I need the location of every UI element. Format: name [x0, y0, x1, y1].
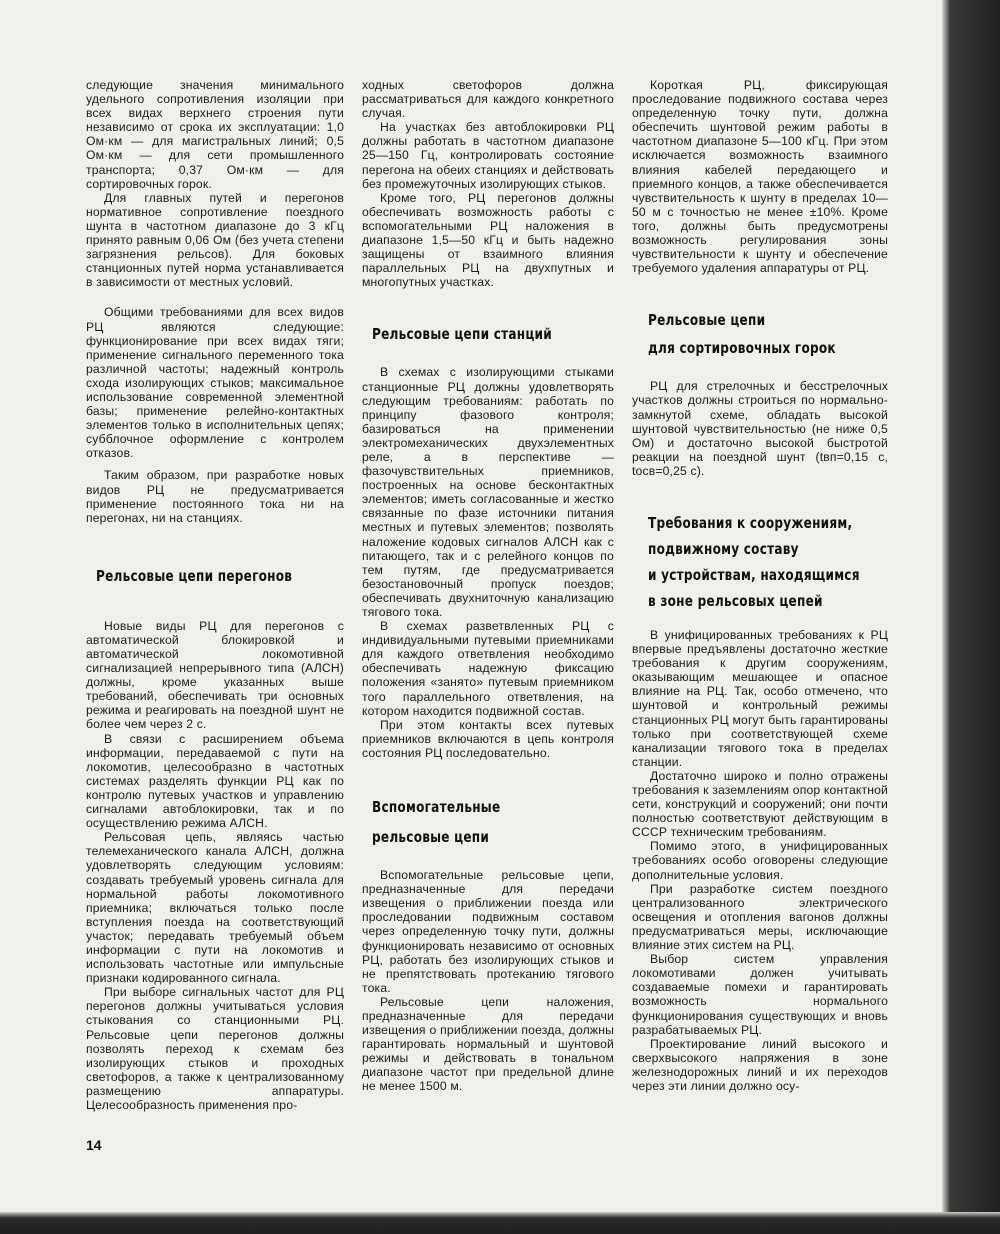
section-heading: для сортировочных горок	[648, 339, 836, 358]
paragraph: При разработке систем поездного централизованного электрического освещения и отопления вагонов должны предусматриваться меры, исключающие влияние этих систем на РЦ.	[632, 881, 888, 953]
paragraph: Рельсовая цепь, являясь частью телемеханического канала АЛСН, должна удовлетворять следующим условиям: создавать требуемый уровень сигнала для нормальной работы локомотивного приемника; включаться только после вступления поезда на соответствующий участок; передавать требуемый объем информации с пути на локомотив и использовать частотные или импульсные признаки кодированного сигнала.	[86, 830, 344, 986]
section-heading: Требования к сооружениям,	[648, 513, 853, 532]
section-heading: в зоне рельсовых цепей	[648, 591, 823, 610]
paragraph: Новые виды РЦ для перегонов с автоматической блокировкой и автоматической локомотивной сигнализацией непрерывного типа (АЛСН) должны, кроме указанных выше требований, обеспечивать три основных режима и реагировать на поездной шунт не более чем через 2 с.	[86, 618, 344, 732]
paragraph: Кроме того, РЦ перегонов должны обеспечивать возможность работы с вспомогательными РЦ наложения в диапазоне 1,5—50 кГц и быть надежно защищены от взаимного влияния параллельных РЦ на двухпутных и многопутных участках.	[362, 190, 614, 290]
paragraph: следующие значения минимального удельного сопротивления изоляции при всех видах верхнего строения пути независимо от срока их эксплуатации: 1,0 Ом·км — для магистральных линий; 0,5 Ом·км — для сети промышленного транспорта; 0,37 Ом·км — для сортировочных горок.	[86, 78, 344, 191]
paragraph: РЦ для стрелочных и бесстрелочных участков должны строиться по нормально-замкнутой схеме, обладать высокой шунтовой чувствительностью (не ниже 0,5 Ом) и достаточно высокой быстротой реакции на поездной шунт (tвп=0,15 с, tосв=0,25 с).	[632, 379, 888, 478]
paragraph: В связи с расширением объема информации, передаваемой с пути на локомотив, целесообразно в частотных системах разделять функции РЦ как по контролю путевых участков и управлению сигналами автоблокировки, так и по осуществлению режима АЛСН.	[86, 731, 344, 831]
page-number: 14	[86, 1137, 102, 1153]
paragraph: Для главных путей и перегонов нормативное сопротивление поездного шунта в частотном диапазоне до 3 кГц принято равным 0,06 Ом (без учета степени загрязнения рельсов). Для боковых станционных путей норма устанавливается в зависимости от местных условий.	[86, 190, 344, 290]
paragraph: Таким образом, при разработке новых видов РЦ не предусматривается применение постоянного тока ни на перегонах, ни на станциях.	[86, 468, 344, 525]
paragraph: Проектирование линий высокого и сверхвысокого напряжения в зоне железнодорожных линий и их переходов через эти линии должно осу-	[632, 1036, 888, 1093]
section-heading: подвижному составу	[648, 539, 799, 558]
paragraph: Рельсовые цепи наложения, предназначенные для передачи извещения о приближении поезда, должны гарантировать нормальный и шунтовой режимы и действовать в тональном диапазоне частот при предельной длине не менее 1500 м.	[362, 994, 614, 1094]
section-heading: и устройствам, находящимся	[648, 565, 860, 584]
paragraph: На участках без автоблокировки РЦ должны работать в частотном диапазоне 25—150 Гц, контролировать состояние перегона на обеих станциях и действовать без промежуточных изолирующих стыков.	[362, 120, 614, 191]
paragraph: При выборе сигнальных частот для РЦ перегонов должны учитываться условия стыкования со станционными РЦ. Рельсовые цепи перегонов должны позволять переход к схемам без изолирующих стыков и проходных светофоров, а также к централизованному размещению аппаратуры. Целесообразность применения про-	[86, 985, 344, 1112]
bottom-edge-shadow	[0, 1212, 1000, 1234]
paragraph: Общими требованиями для всех видов РЦ являются следующие: функционирование при всех видах тяги; применение сигнального переменного тока различной частоты; надежный контроль схода изолирующих стыков; максимальное использование современной элементной базы; применение релейно-контактных элементов только в исполнительных цепях; субблочное оформление с контролем отказов.	[86, 305, 344, 461]
paragraph: В схемах с изолирующими стыками станционные РЦ должны удовлетворять следующим требованиям: работать по принципу фазового контроля; базироваться на применении электромеханических двухэлементных реле, а в перспективе — фазочувствительных приемников, построенных на основе бесконтактных элементов; иметь согласованные и жестко связанные по фазе источники питания местных и путевых элементов; позволять наложение кодовых сигналов АЛСН как с питающего, так и с релейного концов по тем путям, где предусматривается безостановочный пропуск поездов; обеспечивать двухниточную канализацию тягового тока.	[362, 365, 614, 619]
column-right	[632, 78, 888, 1093]
section-heading: Вспомогательные	[372, 798, 501, 817]
paragraph: ходных светофоров должна рассматриваться для каждого конкретного случая.	[362, 78, 614, 121]
column-left	[86, 78, 344, 1112]
column-middle	[362, 78, 614, 1094]
paragraph: При этом контакты всех путевых приемников включаются в цепь контроля состояния РЦ последовательно.	[362, 717, 614, 760]
section-heading: Рельсовые цепи станций	[372, 325, 552, 344]
paragraph: Короткая РЦ, фиксирующая проследование подвижного состава через определенную точку пути, должна обеспечить шунтовой режим работы в частотном диапазоне 5—100 кГц. При этом исключается возможность взаимного влияния кабелей передающего и приемного концов, а также обеспечивается чувствительность к шунту в пределах 10—50 м с точностью не менее ±10%. Кроме того, должны быть предусмотрены возможность регулирования зоны чувствительности к шунту и обеспечение требуемого удаления аппаратуры от РЦ.	[632, 78, 888, 276]
section-heading: рельсовые цепи	[372, 828, 490, 847]
paragraph: В унифицированных требованиях к РЦ впервые предъявлены достаточно жесткие требования к другим сооружениям, оказывающим мешающее и опасное влияние на РЦ. Так, особо отмечено, что шунтовой и контрольный режимы станционных РЦ могут быть гарантированы только при соответствующей схеме канализации тягового тока в пределах станции.	[632, 627, 888, 769]
paragraph: Вспомогательные рельсовые цепи, предназначенные для передачи извещения о приближении поезда или проследовании подвижным составом через определенную точку пути, должны функционировать независимо от основных РЦ, работать без изолирующих стыков и не препятствовать протеканию тягового тока.	[362, 868, 614, 995]
page-edge-shadow	[942, 0, 1000, 1234]
paragraph: Достаточно широко и полно отражены требования к заземлениям опор контактной сети, конструкций и сооружений; они почти полностью соответствуют действующим в СССР техническим требованиям.	[632, 768, 888, 840]
paragraph: Выбор систем управления локомотивами должен учитывать создаваемые помехи и гарантировать возможность нормального функционирования существующих и вновь разрабатываемых РЦ.	[632, 952, 888, 1037]
paragraph: Помимо этого, в унифицированных требованиях особо оговорены следующие дополнительные условия.	[632, 839, 888, 882]
section-heading: Рельсовые цепи перегонов	[96, 566, 293, 585]
section-heading: Рельсовые цепи	[648, 311, 766, 330]
paragraph: В схемах разветвленных РЦ с индивидуальными путевыми приемниками для каждого ответвления необходимо обеспечивать надежную фиксацию положения «занято» путевым приемником того параллельного ответвления, на котором находится подвижной состав.	[362, 619, 614, 718]
